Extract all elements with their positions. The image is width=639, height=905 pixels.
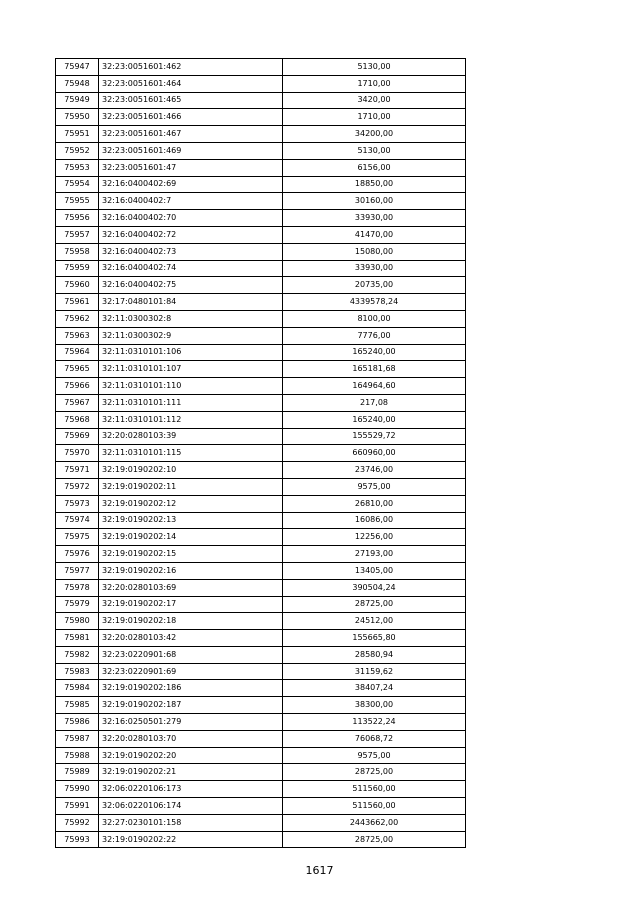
table-row: [56, 243, 466, 260]
cadastral-number-cell: 32:16:0400402:74: [99, 260, 283, 277]
cadastral-number-cell: 32:23:0051601:462: [99, 59, 283, 76]
table-row: [56, 344, 466, 361]
cadastral-value-cell: 28725,00: [283, 596, 466, 613]
table-row: [56, 730, 466, 747]
cadastral-value-cell: 1710,00: [283, 75, 466, 92]
cadastral-number-cell: 32:20:0280103:39: [99, 428, 283, 445]
cadastral-value-cell: 165240,00: [283, 344, 466, 361]
cadastral-value-cell: 390504,24: [283, 579, 466, 596]
cadastral-number-cell: 32:11:0310101:115: [99, 445, 283, 462]
table-row: [56, 445, 466, 462]
cadastral-number-cell: 32:19:0190202:13: [99, 512, 283, 529]
cadastral-number-cell: 32:19:0190202:187: [99, 697, 283, 714]
table-row: [56, 663, 466, 680]
table-row: [56, 478, 466, 495]
cadastral-value-cell: 27193,00: [283, 546, 466, 563]
cadastral-value-cell: 3420,00: [283, 92, 466, 109]
cadastral-value-cell: 660960,00: [283, 445, 466, 462]
cadastral-number-cell: 32:19:0190202:186: [99, 680, 283, 697]
cadastral-number-cell: 32:19:0190202:16: [99, 562, 283, 579]
cadastral-value-cell: 76068,72: [283, 730, 466, 747]
row-number-cell: 75951: [56, 126, 99, 143]
table-row: [56, 75, 466, 92]
cadastral-number-cell: 32:19:0190202:15: [99, 546, 283, 563]
cadastral-value-cell: 28725,00: [283, 831, 466, 848]
table-row: [56, 495, 466, 512]
table-row: [56, 210, 466, 227]
cadastral-value-cell: 511560,00: [283, 798, 466, 815]
row-number-cell: 75957: [56, 226, 99, 243]
cadastral-number-cell: 32:23:0051601:466: [99, 109, 283, 126]
row-number-cell: 75979: [56, 596, 99, 613]
cadastral-number-cell: 32:06:0220106:173: [99, 781, 283, 798]
row-number-cell: 75955: [56, 193, 99, 210]
row-number-cell: 75983: [56, 663, 99, 680]
table-row: [56, 92, 466, 109]
row-number-cell: 75968: [56, 411, 99, 428]
row-number-cell: 75981: [56, 630, 99, 647]
cadastral-value-cell: 34200,00: [283, 126, 466, 143]
table-row: [56, 512, 466, 529]
table-row: [56, 411, 466, 428]
row-number-cell: 75992: [56, 814, 99, 831]
cadastral-number-cell: 32:19:0190202:10: [99, 462, 283, 479]
table-row: [56, 428, 466, 445]
cadastral-number-cell: 32:19:0190202:22: [99, 831, 283, 848]
cadastral-value-cell: 41470,00: [283, 226, 466, 243]
row-number-cell: 75954: [56, 176, 99, 193]
cadastral-value-cell: 1710,00: [283, 109, 466, 126]
row-number-cell: 75986: [56, 714, 99, 731]
table-row: [56, 764, 466, 781]
row-number-cell: 75974: [56, 512, 99, 529]
table-body: [56, 59, 466, 848]
cadastral-number-cell: 32:16:0400402:69: [99, 176, 283, 193]
row-number-cell: 75953: [56, 159, 99, 176]
row-number-cell: 75982: [56, 646, 99, 663]
row-number-cell: 75988: [56, 747, 99, 764]
cadastral-number-cell: 32:20:0280103:69: [99, 579, 283, 596]
row-number-cell: 75971: [56, 462, 99, 479]
table-row: [56, 277, 466, 294]
cadastral-number-cell: 32:20:0280103:70: [99, 730, 283, 747]
table-row: [56, 630, 466, 647]
row-number-cell: 75978: [56, 579, 99, 596]
table-row: [56, 579, 466, 596]
cadastral-number-cell: 32:23:0220901:69: [99, 663, 283, 680]
table-row: [56, 226, 466, 243]
cadastral-number-cell: 32:19:0190202:14: [99, 529, 283, 546]
cadastral-value-cell: 165240,00: [283, 411, 466, 428]
cadastral-number-cell: 32:19:0190202:12: [99, 495, 283, 512]
row-number-cell: 75972: [56, 478, 99, 495]
cadastral-value-cell: 155529,72: [283, 428, 466, 445]
cadastral-value-cell: 13405,00: [283, 562, 466, 579]
row-number-cell: 75975: [56, 529, 99, 546]
cadastral-value-cell: 12256,00: [283, 529, 466, 546]
cadastral-value-cell: 33930,00: [283, 210, 466, 227]
cadastral-value-cell: 23746,00: [283, 462, 466, 479]
table-row: [56, 613, 466, 630]
table-row: [56, 462, 466, 479]
cadastral-number-cell: 32:23:0051601:465: [99, 92, 283, 109]
cadastral-value-cell: 16086,00: [283, 512, 466, 529]
page-number: 1617: [305, 864, 334, 877]
cadastral-number-cell: 32:11:0310101:111: [99, 394, 283, 411]
cadastral-number-cell: 32:19:0190202:21: [99, 764, 283, 781]
cadastral-value-cell: 31159,62: [283, 663, 466, 680]
table-row: [56, 697, 466, 714]
row-number-cell: 75949: [56, 92, 99, 109]
table-row: [56, 596, 466, 613]
row-number-cell: 75952: [56, 142, 99, 159]
table-row: [56, 529, 466, 546]
cadastral-value-cell: 30160,00: [283, 193, 466, 210]
cadastral-number-cell: 32:16:0400402:72: [99, 226, 283, 243]
cadastral-value-cell: 155665,80: [283, 630, 466, 647]
cadastral-value-cell: 164964,60: [283, 378, 466, 395]
table-row: [56, 680, 466, 697]
row-number-cell: 75948: [56, 75, 99, 92]
cadastral-number-cell: 32:11:0300302:9: [99, 327, 283, 344]
table-row: [56, 176, 466, 193]
row-number-cell: 75956: [56, 210, 99, 227]
table-row: [56, 260, 466, 277]
row-number-cell: 75985: [56, 697, 99, 714]
row-number-cell: 75976: [56, 546, 99, 563]
row-number-cell: 75959: [56, 260, 99, 277]
cadastral-value-cell: 5130,00: [283, 142, 466, 159]
cadastral-number-cell: 32:17:0480101:84: [99, 294, 283, 311]
cadastral-number-cell: 32:19:0190202:17: [99, 596, 283, 613]
table-row: [56, 781, 466, 798]
cadastral-number-cell: 32:16:0400402:75: [99, 277, 283, 294]
table-row: [56, 814, 466, 831]
cadastral-number-cell: 32:16:0400402:73: [99, 243, 283, 260]
row-number-cell: 75984: [56, 680, 99, 697]
cadastral-value-cell: 7776,00: [283, 327, 466, 344]
cadastral-number-cell: 32:16:0400402:7: [99, 193, 283, 210]
cadastral-value-cell: 511560,00: [283, 781, 466, 798]
table-row: [56, 310, 466, 327]
row-number-cell: 75993: [56, 831, 99, 848]
row-number-cell: 75964: [56, 344, 99, 361]
row-number-cell: 75961: [56, 294, 99, 311]
row-number-cell: 75967: [56, 394, 99, 411]
cadastral-value-cell: 15080,00: [283, 243, 466, 260]
row-number-cell: 75965: [56, 361, 99, 378]
row-number-cell: 75977: [56, 562, 99, 579]
cadastral-value-cell: 38407,24: [283, 680, 466, 697]
table-row: [56, 159, 466, 176]
cadastral-number-cell: 32:23:0051601:47: [99, 159, 283, 176]
table-row: [56, 294, 466, 311]
row-number-cell: 75973: [56, 495, 99, 512]
cadastral-value-cell: 28725,00: [283, 764, 466, 781]
cadastral-number-cell: 32:23:0051601:464: [99, 75, 283, 92]
cadastral-number-cell: 32:11:0310101:110: [99, 378, 283, 395]
table-row: [56, 714, 466, 731]
cadastral-number-cell: 32:27:0230101:158: [99, 814, 283, 831]
table-row: [56, 59, 466, 76]
row-number-cell: 75947: [56, 59, 99, 76]
row-number-cell: 75990: [56, 781, 99, 798]
cadastral-value-cell: 6156,00: [283, 159, 466, 176]
table-row: [56, 193, 466, 210]
row-number-cell: 75966: [56, 378, 99, 395]
row-number-cell: 75963: [56, 327, 99, 344]
cadastral-value-cell: 24512,00: [283, 613, 466, 630]
table-row: [56, 646, 466, 663]
table-row: [56, 109, 466, 126]
cadastral-number-cell: 32:11:0300302:8: [99, 310, 283, 327]
cadastral-number-cell: 32:19:0190202:11: [99, 478, 283, 495]
table-row: [56, 562, 466, 579]
cadastral-value-cell: 165181,68: [283, 361, 466, 378]
cadastral-value-cell: 26810,00: [283, 495, 466, 512]
row-number-cell: 75980: [56, 613, 99, 630]
row-number-cell: 75969: [56, 428, 99, 445]
cadastral-number-cell: 32:11:0310101:112: [99, 411, 283, 428]
cadastral-value-cell: 18850,00: [283, 176, 466, 193]
row-number-cell: 75970: [56, 445, 99, 462]
cadastral-number-cell: 32:06:0220106:174: [99, 798, 283, 815]
table-row: [56, 831, 466, 848]
table-row: [56, 546, 466, 563]
cadastral-number-cell: 32:23:0051601:469: [99, 142, 283, 159]
cadastral-value-cell: 33930,00: [283, 260, 466, 277]
table-row: [56, 126, 466, 143]
row-number-cell: 75958: [56, 243, 99, 260]
row-number-cell: 75991: [56, 798, 99, 815]
table-row: [56, 327, 466, 344]
cadastral-number-cell: 32:11:0310101:107: [99, 361, 283, 378]
row-number-cell: 75989: [56, 764, 99, 781]
cadastral-number-cell: 32:16:0250501:279: [99, 714, 283, 731]
table-row: [56, 747, 466, 764]
table-row: [56, 798, 466, 815]
cadastral-number-cell: 32:19:0190202:18: [99, 613, 283, 630]
row-number-cell: 75987: [56, 730, 99, 747]
cadastral-value-table: [55, 58, 466, 848]
cadastral-number-cell: 32:11:0310101:106: [99, 344, 283, 361]
cadastral-value-cell: 38300,00: [283, 697, 466, 714]
cadastral-value-cell: 4339578,24: [283, 294, 466, 311]
cadastral-value-cell: 2443662,00: [283, 814, 466, 831]
row-number-cell: 75962: [56, 310, 99, 327]
table-row: [56, 142, 466, 159]
cadastral-value-cell: 9575,00: [283, 478, 466, 495]
row-number-cell: 75960: [56, 277, 99, 294]
row-number-cell: 75950: [56, 109, 99, 126]
cadastral-number-cell: 32:23:0051601:467: [99, 126, 283, 143]
cadastral-value-cell: 5130,00: [283, 59, 466, 76]
table-row: [56, 378, 466, 395]
table-row: [56, 394, 466, 411]
cadastral-value-cell: 113522,24: [283, 714, 466, 731]
cadastral-value-cell: 8100,00: [283, 310, 466, 327]
cadastral-value-cell: 9575,00: [283, 747, 466, 764]
table-row: [56, 361, 466, 378]
cadastral-number-cell: 32:23:0220901:68: [99, 646, 283, 663]
cadastral-number-cell: 32:16:0400402:70: [99, 210, 283, 227]
cadastral-value-cell: 28580,94: [283, 646, 466, 663]
cadastral-value-cell: 217,08: [283, 394, 466, 411]
cadastral-value-cell: 20735,00: [283, 277, 466, 294]
cadastral-number-cell: 32:19:0190202:20: [99, 747, 283, 764]
cadastral-number-cell: 32:20:0280103:42: [99, 630, 283, 647]
